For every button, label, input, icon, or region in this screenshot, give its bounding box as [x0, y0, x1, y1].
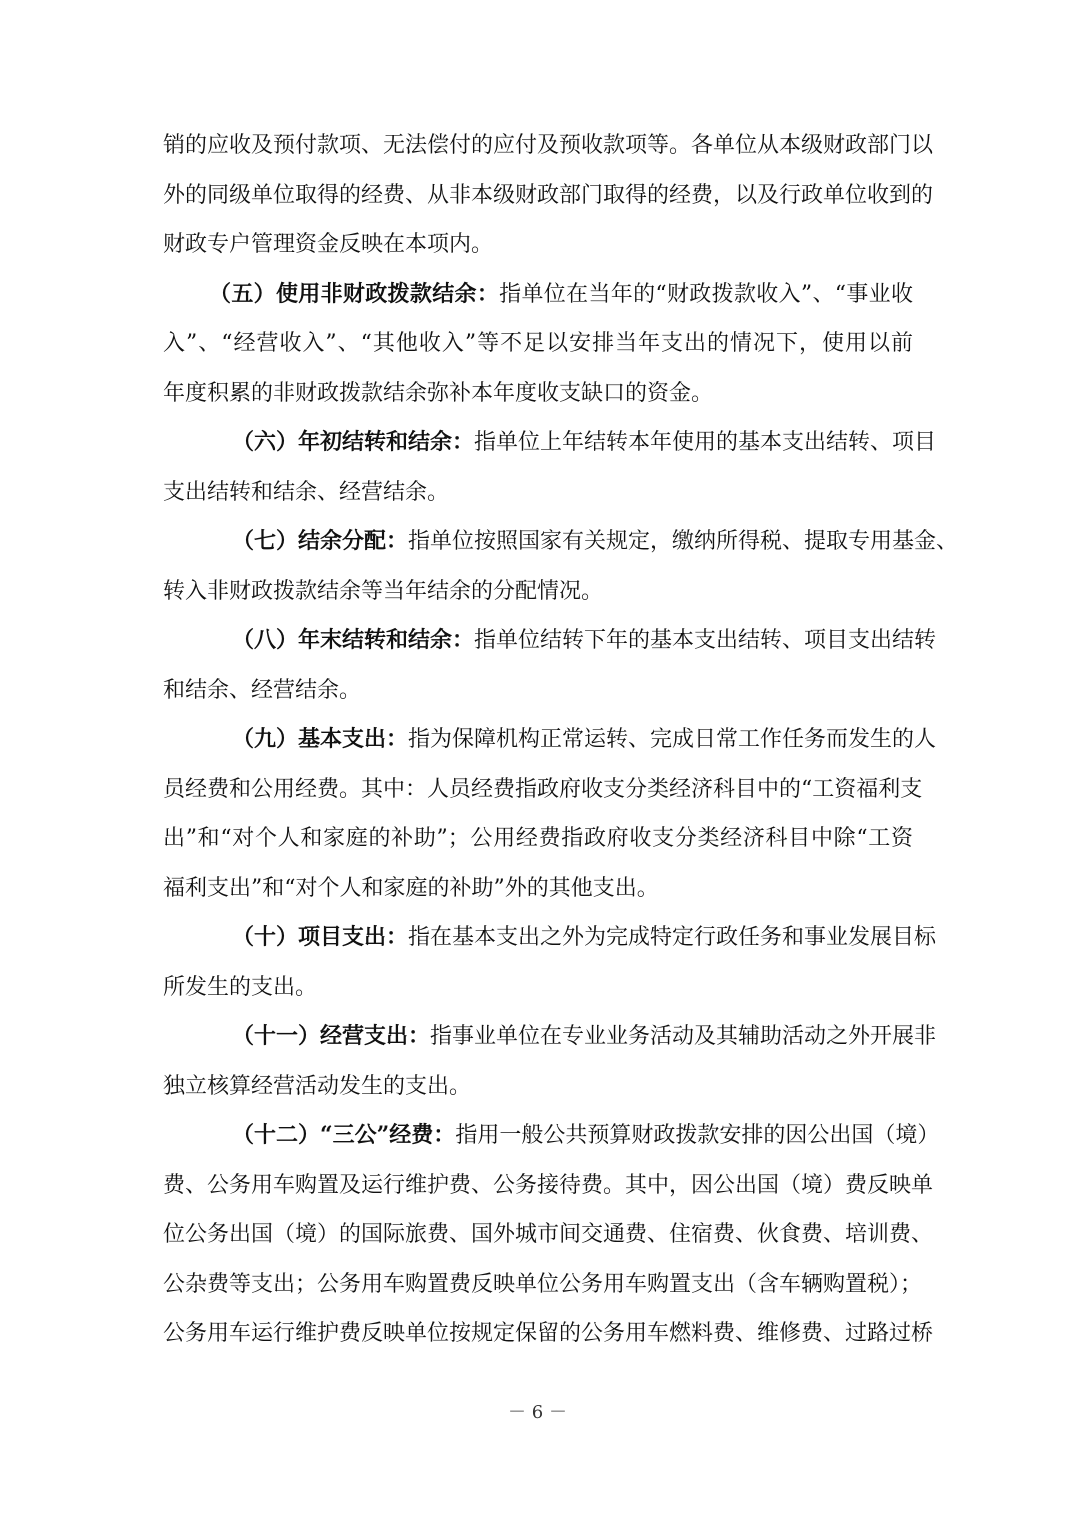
section-heading: （十）项目支出： — [232, 924, 409, 950]
text-line — [163, 616, 937, 666]
section-heading: （五）使用非财政拨款结余： — [209, 280, 500, 307]
paragraph-five — [163, 270, 913, 419]
paragraph-seven — [163, 517, 959, 616]
section-text: 指用一般公共预算财政拨款安排的因公出国（境） — [455, 1123, 940, 1148]
text-line: 财政专户管理资金反映在本项内。 — [163, 232, 494, 257]
text-line: 外的同级单位取得的经费、从非本级财政部门取得的经费，以及行政单位收到的 — [163, 182, 934, 208]
section-text: 指事业单位在专业业务活动及其辅助活动之外开展非 — [430, 1024, 937, 1049]
text-line: 独立核算经营活动发生的支出。 — [163, 1073, 472, 1099]
paragraph-eleven — [163, 1012, 937, 1111]
page-number: － 6 － — [508, 1402, 567, 1423]
text-line: 年度积累的非财政拨款结余弥补本年度收支缺口的资金。 — [163, 380, 714, 406]
text-line: 公杂费等支出；公务用车购置费反映单位公务用车购置支出（含车辆购置税）； — [163, 1271, 923, 1297]
paragraph-continuation — [163, 121, 934, 270]
text-line — [163, 1012, 937, 1062]
paragraph-six — [163, 418, 937, 517]
text-line: 入”、“经营收入”、“其他收入”等不足以安排当年支出的情况下，使用以前 — [163, 331, 913, 356]
text-line: 位公务出国（境）的国际旅费、国外城市间交通费、住宿费、伙食费、培训费、 — [163, 1222, 934, 1247]
paragraph-nine — [163, 715, 937, 913]
text-line: 和结余、经营结余。 — [163, 677, 362, 703]
section-text: 指为保障机构正常运转、完成日常工作任务而发生的人 — [408, 727, 937, 752]
text-line: 福利支出”和“对个人和家庭的补助”外的其他支出。 — [163, 875, 659, 901]
section-heading: （十二）“三公”经费： — [232, 1122, 456, 1148]
text-line: 所发生的支出。 — [163, 974, 318, 1000]
section-heading: （六）年初结转和结余： — [232, 429, 475, 455]
text-line — [163, 517, 959, 567]
text-line — [163, 418, 937, 468]
section-text: 指在基本支出之外为完成特定行政任务和事业发展目标 — [408, 925, 937, 950]
section-heading: （十一）经营支出： — [232, 1023, 431, 1049]
text-line: 转入非财政拨款结余等当年结余的分配情况。 — [163, 578, 604, 604]
text-line — [163, 913, 937, 963]
text-line: 员经费和公用经费。其中：人员经费指政府收支分类经济科目中的“工资福利支 — [163, 776, 923, 802]
paragraph-twelve — [163, 1111, 940, 1359]
section-heading: （八）年末结转和结余： — [232, 627, 475, 653]
text-line — [163, 1111, 940, 1161]
paragraph-eight — [163, 616, 937, 715]
section-text: 指单位在当年的“财政拨款收入”、“事业收 — [499, 281, 913, 307]
text-line: 销的应收及预付款项、无法偿付的应付及预收款项等。各单位从本级财政部门以 — [163, 133, 934, 158]
text-line — [163, 715, 937, 765]
text-line: 出”和“对个人和家庭的补助”；公用经费指政府收支分类经济科目中除“工资 — [163, 826, 913, 851]
text-line: 费、公务用车购置及运行维护费、公务接待费。其中，因公出国（境）费反映单 — [163, 1172, 934, 1198]
section-text: 指单位上年结转本年使用的基本支出结转、项目 — [474, 430, 937, 455]
text-line: 公务用车运行维护费反映单位按规定保留的公务用车燃料费、维修费、过路过桥 — [163, 1321, 934, 1346]
text-line: 支出结转和结余、经营结余。 — [163, 479, 450, 505]
text-line — [163, 270, 913, 320]
section-heading: （七）结余分配： — [232, 528, 409, 554]
document-body — [163, 121, 959, 1359]
section-heading: （九）基本支出： — [232, 726, 409, 752]
section-text: 指单位按照国家有关规定，缴纳所得税、提取专用基金、 — [408, 529, 959, 554]
section-text: 指单位结转下年的基本支出结转、项目支出结转 — [474, 628, 937, 653]
paragraph-ten — [163, 913, 937, 1012]
